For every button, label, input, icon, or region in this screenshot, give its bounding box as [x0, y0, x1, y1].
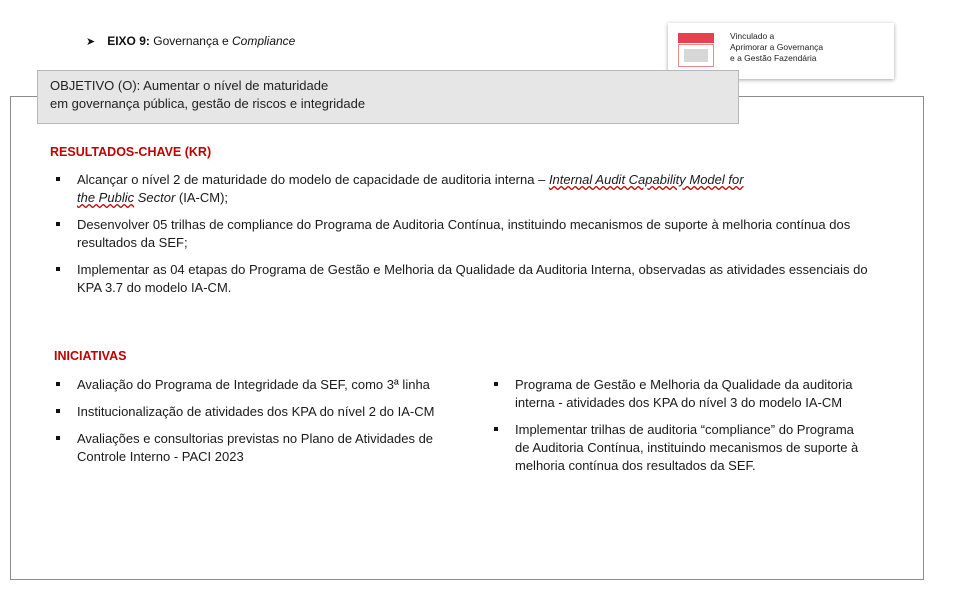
square-bullet-icon	[56, 382, 60, 386]
square-bullet-icon	[56, 409, 60, 413]
badge-line: Vinculado a	[730, 31, 775, 41]
resultados-list	[52, 171, 882, 306]
list-item: Institucionalização de atividades dos KPA do nível 2 do IA-CM	[52, 403, 452, 421]
objetivo-box	[37, 70, 739, 124]
list-item: Desenvolver 05 trilhas de compliance do Programa de Auditoria Contínua, instituindo mecanismos de suporte à melhoria contínua dos resultados da SEF;	[52, 216, 882, 252]
badge-line: e a Gestão Fazendária	[730, 53, 817, 63]
arrow-bullet-icon: ➤	[86, 35, 96, 48]
document-icon	[678, 33, 714, 67]
objetivo-line: OBJETIVO (O): Aumentar o nível de maturidade	[50, 78, 329, 93]
eixo-italic: Compliance	[231, 34, 296, 48]
iniciativas-heading: INICIATIVAS	[54, 349, 127, 363]
square-bullet-icon	[56, 177, 60, 181]
list-item: Programa de Gestão e Melhoria da Qualidade da auditoria interna - atividades dos KPA do nível 3 do modelo IA-CM	[490, 376, 860, 412]
list-item: Avaliações e consultorias previstas no Plano de Atividades de Controle Interno - PACI 2023	[52, 430, 452, 466]
square-bullet-icon	[56, 436, 60, 440]
badge-line: Aprimorar a Governança	[730, 42, 824, 52]
badge-text	[730, 31, 823, 64]
iniciativas-right-list	[490, 376, 860, 484]
objetivo-line: em governança pública, gestão de riscos e integridade	[50, 96, 366, 111]
list-item: Alcançar o nível 2 de maturidade do modelo de capacidade de auditoria interna – Internal Audit Capability Model for the Public Sector (IA-CM);	[52, 171, 882, 207]
square-bullet-icon	[494, 382, 498, 386]
iniciativas-left-list	[52, 376, 452, 475]
content-frame	[10, 96, 924, 580]
list-item: Implementar as 04 etapas do Programa de Gestão e Melhoria da Qualidade da Auditoria Interna, observadas as atividades essenciais do KPA 3.7 do modelo IA-CM.	[52, 261, 882, 297]
eixo-title	[86, 34, 295, 48]
resultados-heading: RESULTADOS-CHAVE (KR)	[50, 145, 212, 159]
eixo-label: EIXO 9:	[107, 34, 150, 48]
square-bullet-icon	[494, 427, 498, 431]
square-bullet-icon	[56, 222, 60, 226]
list-item: Avaliação do Programa de Integridade da SEF, como 3ª linha	[52, 376, 452, 394]
eixo-text: Governança e	[153, 34, 229, 48]
list-item: Implementar trilhas de auditoria “compliance” do Programa de Auditoria Contínua, instituindo mecanismos de suporte à melhoria contínua dos resultados da SEF.	[490, 421, 860, 475]
square-bullet-icon	[56, 267, 60, 271]
